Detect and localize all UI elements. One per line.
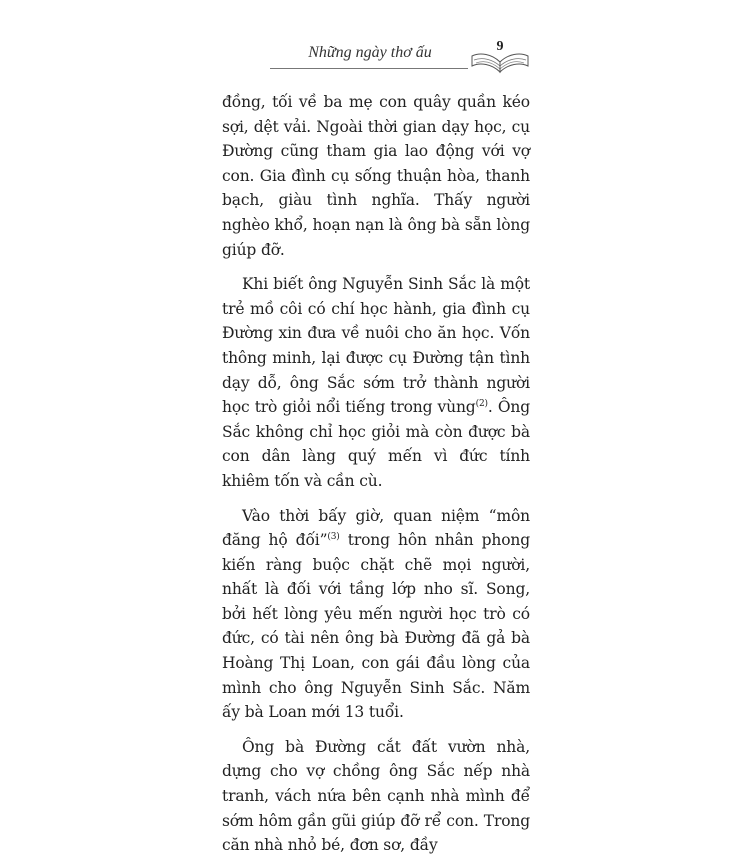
chapter-title: Những ngày thơ ấu	[308, 44, 432, 61]
paragraph-text: đồng, tối về ba mẹ con quây quần kéo sợi, dệt vải. Ngoài thời gian dạy học, cụ Đường cũng tham gia lao động với vợ con. Gia đình cụ sống thuận hòa, thanh bạch, giàu tình nghĩa. Thấy người nghèo khổ, hoạn nạn là ông bà sẵn lòng giúp đỡ.	[222, 93, 530, 259]
paragraph	[222, 735, 530, 858]
body-text	[222, 90, 530, 868]
footnote-ref: (2)	[475, 398, 488, 409]
page-number: 9	[496, 39, 504, 54]
paragraph-text: Ông bà Đường cắt đất vườn nhà, dựng cho vợ chồng ông Sắc nếp nhà tranh, vách nứa bên cạnh nhà mình để sớm hôm gần gũi giúp đỡ rể con. Trong căn nhà nhỏ bé, đơn sơ, đầy	[222, 737, 530, 855]
footnote-ref: (3)	[327, 531, 340, 542]
header-rule	[270, 68, 468, 69]
paragraph-text: . Ông Sắc không chỉ học giỏi mà còn được bà con dân làng quý mến vì đức tính khiêm tốn và cần cù.	[222, 398, 530, 490]
paragraph-text: Khi biết ông Nguyễn Sinh Sắc là một trẻ mồ côi có chí học hành, gia đình cụ Đường xin đưa về nuôi cho ăn học. Vốn thông minh, lại được cụ Đường tận tình dạy dỗ, ông Sắc sớm trở thành người học trò giỏi nổi tiếng trong vùng	[222, 275, 530, 417]
paragraph-text: Vào thời bấy giờ, quan niệm “môn đăng hộ đối”	[222, 506, 530, 550]
paragraph	[222, 90, 530, 262]
paragraph	[222, 272, 530, 493]
page-header	[0, 30, 750, 80]
paragraph-text: trong hôn nhân phong kiến ràng buộc chặt chẽ mọi người, nhất là đối với tầng lớp nho sĩ. Song, bởi hết lòng yêu mến người học trò có đức, có tài nên ông bà Đường đã gả bà Hoàng Thị Loan, con gái đầu lòng của mình cho ông Nguyễn Sinh Sắc. Năm ấy bà Loan mới 13 tuổi.	[222, 531, 530, 722]
paragraph	[222, 504, 530, 725]
